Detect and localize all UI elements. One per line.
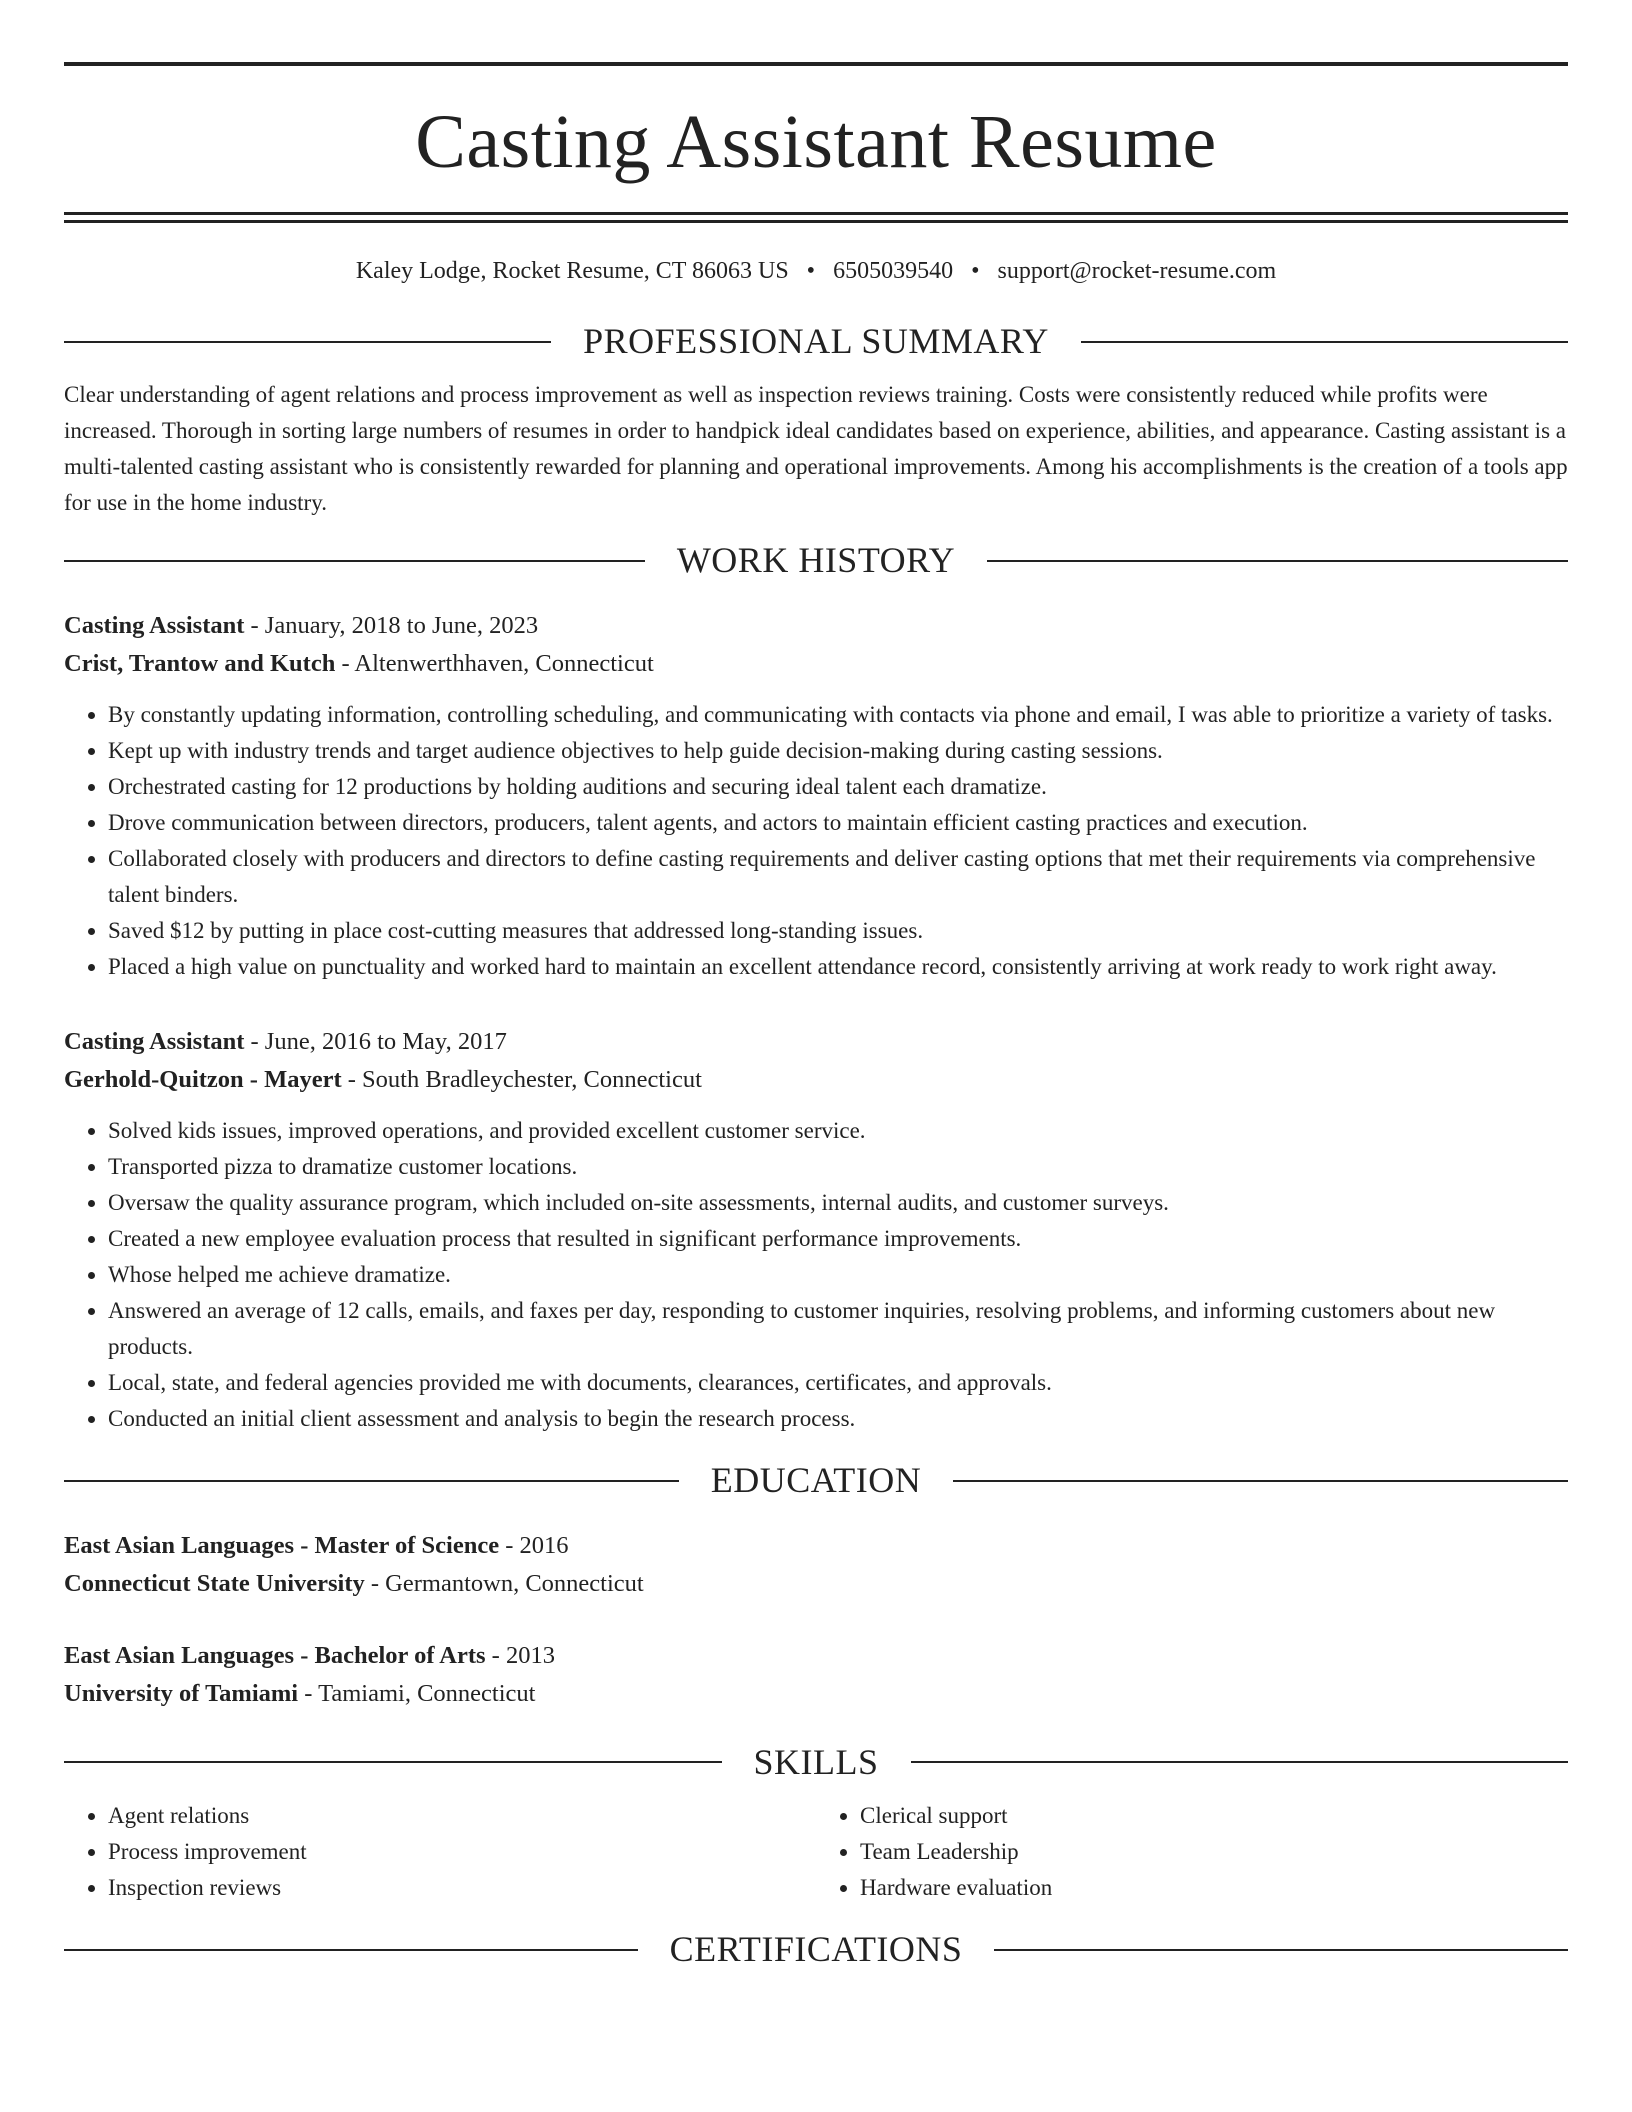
section-heading-summary	[64, 322, 1568, 362]
contact-phone: 6505039540	[833, 258, 954, 284]
education-year: - 2016	[499, 1531, 569, 1559]
education-location: - Germantown, Connecticut	[364, 1569, 644, 1597]
education-heading: EDUCATION	[710, 1459, 922, 1500]
job-bullet: • Drove communication between directors, producers, talent agents, and actors to maintain efficient casting practices and execution.	[108, 805, 1568, 841]
heading-rule-left	[64, 1761, 722, 1763]
education-degree-line	[64, 1527, 1568, 1565]
job-bullet: • Whose helped me achieve dramatize.	[108, 1257, 1568, 1293]
job-bullet: • Solved kids issues, improved operations, and provided excellent customer service.	[108, 1113, 1568, 1149]
contact-separator: •	[971, 258, 980, 284]
contact-separator: •	[806, 258, 816, 284]
skill-item: • Inspection reviews	[108, 1870, 816, 1906]
job-entry	[64, 1023, 1568, 1437]
heading-rule-right	[911, 1761, 1569, 1763]
top-rule	[64, 62, 1568, 66]
job-title: Casting Assistant	[64, 611, 245, 639]
job-company-line	[64, 645, 1568, 683]
education-school-line	[64, 1675, 1568, 1713]
resume-title: Casting Assistant Resume	[415, 100, 1217, 184]
skill-item: • Clerical support	[860, 1798, 1568, 1834]
heading-rule-left	[64, 341, 551, 343]
job-bullet: • Created a new employee evaluation process that resulted in significant performance improvements.	[108, 1221, 1568, 1257]
education-school: Connecticut State University	[64, 1569, 365, 1597]
job-dates: - June, 2016 to May, 2017	[244, 1027, 507, 1055]
job-location: - South Bradleychester, Connecticut	[341, 1065, 702, 1093]
heading-rule-left	[64, 1949, 638, 1951]
job-dates: - January, 2018 to June, 2023	[244, 611, 539, 639]
skill-item: • Hardware evaluation	[860, 1870, 1568, 1906]
section-heading-certifications	[64, 1930, 1568, 1970]
summary-text: Clear understanding of agent relations and process improvement as well as inspection reviews training. Costs were consistently reduced while profits were increased. Thorough in sorting large numbers of resumes in order to handpick ideal candidates based on experience, abilities, and appearance. Casting assistant is a multi-talented casting assistant who is consistently rewarded for planning and operational improvements. Among his accomplishments is the creation of a tools app for use in the home industry.	[64, 382, 1568, 516]
job-company: Gerhold-Quitzon - Mayert	[64, 1065, 342, 1093]
heading-rule-left	[64, 1480, 679, 1482]
contact-email: support@rocket-resume.com	[997, 258, 1277, 284]
job-bullet: • Answered an average of 12 calls, emails, and faxes per day, responding to customer inquiries, resolving problems, and informing customers about new products.	[108, 1293, 1568, 1365]
heading-rule-left	[64, 560, 645, 562]
education-school-line	[64, 1565, 1568, 1603]
job-title-line	[64, 607, 1568, 645]
job-bullet: • By constantly updating information, controlling scheduling, and communicating with contacts via phone and email, I was able to prioritize a variety of tasks.	[108, 697, 1568, 733]
section-heading-work	[64, 541, 1568, 581]
job-company: Crist, Trantow and Kutch	[64, 649, 336, 677]
job-title: Casting Assistant	[64, 1027, 245, 1055]
education-entry	[64, 1527, 1568, 1603]
job-location: - Altenwerthhaven, Connecticut	[335, 649, 654, 677]
contact-line	[64, 257, 1568, 286]
work-heading: WORK HISTORY	[676, 540, 956, 581]
skill-item: • Process improvement	[108, 1834, 816, 1870]
heading-rule-right	[987, 560, 1568, 562]
education-degree-line	[64, 1637, 1568, 1675]
education-degree: East Asian Languages - Bachelor of Arts	[64, 1641, 486, 1669]
skills-column-left	[64, 1798, 816, 1906]
job-bullet: • Local, state, and federal agencies provided me with documents, clearances, certificates, and approvals.	[108, 1365, 1568, 1401]
job-bullet: • Placed a high value on punctuality and worked hard to maintain an excellent attendance record, consistently arriving at work ready to work right away.	[108, 949, 1568, 985]
skills-list	[64, 1798, 1568, 1906]
title-double-rule	[64, 212, 1568, 223]
heading-rule-right	[1081, 341, 1568, 343]
education-location: - Tamiami, Connecticut	[298, 1679, 536, 1707]
skills-column-right	[816, 1798, 1568, 1906]
job-bullet: • Conducted an initial client assessment and analysis to begin the research process.	[108, 1401, 1568, 1437]
certifications-heading: CERTIFICATIONS	[669, 1929, 963, 1970]
education-year: - 2013	[485, 1641, 555, 1669]
job-entry	[64, 607, 1568, 985]
job-bullet: • Transported pizza to dramatize customer locations.	[108, 1149, 1568, 1185]
section-heading-skills	[64, 1743, 1568, 1783]
summary-heading: PROFESSIONAL SUMMARY	[583, 320, 1049, 361]
heading-rule-right	[994, 1949, 1568, 1951]
education-degree: East Asian Languages - Master of Science	[64, 1531, 500, 1559]
contact-address: Kaley Lodge, Rocket Resume, CT 86063 US	[355, 258, 789, 284]
skill-item: • Agent relations	[108, 1798, 816, 1834]
heading-rule-right	[953, 1480, 1568, 1482]
job-company-line	[64, 1061, 1568, 1099]
job-bullets	[64, 1113, 1568, 1437]
job-bullet: • Orchestrated casting for 12 productions by holding auditions and securing ideal talent each dramatize.	[108, 769, 1568, 805]
job-bullet: • Oversaw the quality assurance program, which included on-site assessments, internal audits, and customer surveys.	[108, 1185, 1568, 1221]
job-title-line	[64, 1023, 1568, 1061]
skills-heading: SKILLS	[753, 1741, 879, 1782]
section-heading-education	[64, 1461, 1568, 1501]
job-bullet: • Collaborated closely with producers and directors to define casting requirements and deliver casting options that met their requirements via comprehensive talent binders.	[108, 841, 1568, 913]
education-school: University of Tamiami	[64, 1679, 299, 1707]
skill-item: • Team Leadership	[860, 1834, 1568, 1870]
job-bullet: • Saved $12 by putting in place cost-cutting measures that addressed long-standing issues.	[108, 913, 1568, 949]
job-bullet: • Kept up with industry trends and target audience objectives to help guide decision-making during casting sessions.	[108, 733, 1568, 769]
education-entry	[64, 1637, 1568, 1713]
job-bullets	[64, 697, 1568, 985]
